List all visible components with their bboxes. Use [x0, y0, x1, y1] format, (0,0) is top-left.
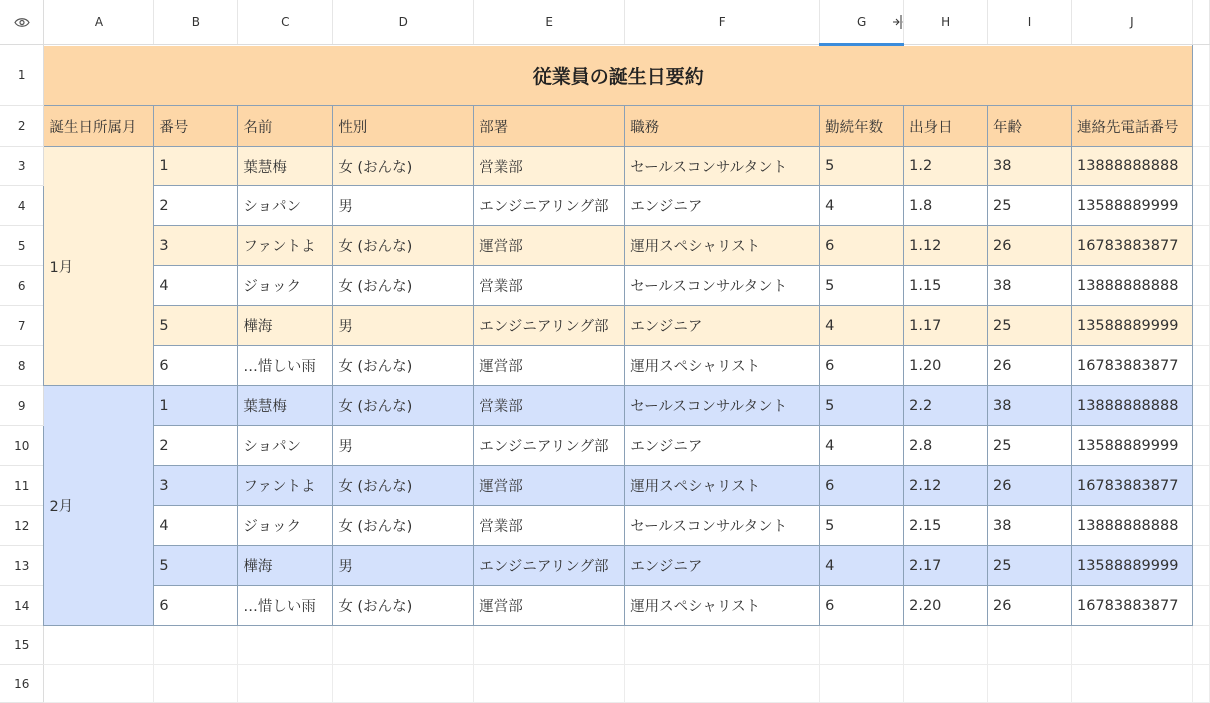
header-cell[interactable]: 誕生日所属月 [44, 106, 154, 147]
data-cell[interactable]: セールスコンサルタント [625, 147, 820, 186]
data-cell[interactable]: 13888888888 [1071, 386, 1192, 426]
data-cell[interactable]: 25 [988, 306, 1072, 346]
data-cell[interactable]: 1.2 [904, 147, 988, 186]
row-header-6[interactable]: 6 [0, 266, 44, 306]
data-cell[interactable]: エンジニア [625, 306, 820, 346]
data-cell[interactable]: 38 [988, 147, 1072, 186]
data-cell[interactable]: 13588889999 [1071, 186, 1192, 226]
empty-cell[interactable] [1071, 626, 1192, 665]
empty-cell[interactable] [988, 665, 1072, 703]
row-header-12[interactable]: 12 [0, 506, 44, 546]
data-cell[interactable]: 16783883877 [1071, 346, 1192, 386]
data-cell[interactable]: 運営部 [474, 226, 625, 266]
empty-cell[interactable] [625, 626, 820, 665]
row-header-14[interactable]: 14 [0, 586, 44, 626]
filler-cell [1192, 306, 1209, 346]
data-cell[interactable]: 13888888888 [1071, 266, 1192, 306]
data-cell[interactable]: 2.17 [904, 546, 988, 586]
data-cell[interactable]: 6 [154, 586, 238, 626]
header-cell[interactable]: 年齢 [988, 106, 1072, 147]
row-header-2[interactable]: 2 [0, 106, 44, 147]
header-cell[interactable]: 名前 [238, 106, 333, 147]
row-header-5[interactable]: 5 [0, 226, 44, 266]
table-row [0, 586, 1210, 626]
data-cell[interactable]: ショパン [238, 186, 333, 226]
data-cell[interactable]: 4 [154, 266, 238, 306]
data-cell[interactable]: 13588889999 [1071, 306, 1192, 346]
data-cell[interactable]: 営業部 [474, 386, 625, 426]
data-cell[interactable]: 13888888888 [1071, 147, 1192, 186]
data-cell[interactable]: 4 [820, 306, 904, 346]
data-cell[interactable]: 16783883877 [1071, 226, 1192, 266]
data-cell[interactable]: 1 [154, 147, 238, 186]
data-cell[interactable]: 1.17 [904, 306, 988, 346]
empty-cell[interactable] [1071, 665, 1192, 703]
data-cell[interactable]: ジョック [238, 266, 333, 306]
data-cell[interactable]: 2.2 [904, 386, 988, 426]
data-cell[interactable]: 26 [988, 586, 1072, 626]
data-cell[interactable]: 女 (おんな) [333, 147, 474, 186]
column-header-c[interactable]: C [238, 0, 333, 45]
table-row [0, 386, 1210, 426]
table-row [0, 147, 1210, 186]
empty-cell[interactable] [474, 626, 625, 665]
header-cell[interactable]: 勤続年数 [820, 106, 904, 147]
empty-cell[interactable] [44, 665, 154, 703]
column-header-g[interactable]: G [820, 0, 904, 45]
data-cell[interactable]: 3 [154, 466, 238, 506]
data-cell[interactable]: エンジニア [625, 426, 820, 466]
data-cell[interactable]: 運用スペシャリスト [625, 346, 820, 386]
filler-cell [1192, 466, 1209, 506]
data-cell[interactable]: 6 [820, 586, 904, 626]
header-cell[interactable]: 連絡先電話番号 [1071, 106, 1192, 147]
table-row [0, 466, 1210, 506]
header-cell[interactable]: 出身日 [904, 106, 988, 147]
data-cell[interactable]: セールスコンサルタント [625, 386, 820, 426]
empty-cell[interactable] [154, 665, 238, 703]
data-cell[interactable]: 6 [820, 346, 904, 386]
row-header-15[interactable]: 15 [0, 626, 44, 665]
data-cell[interactable]: 25 [988, 546, 1072, 586]
data-cell[interactable]: 2.20 [904, 586, 988, 626]
data-cell[interactable]: 13588889999 [1071, 426, 1192, 466]
data-cell[interactable]: 5 [820, 147, 904, 186]
data-cell[interactable]: 4 [820, 426, 904, 466]
data-cell[interactable]: 16783883877 [1071, 586, 1192, 626]
data-cell[interactable]: 1.8 [904, 186, 988, 226]
column-header-b[interactable]: B [154, 0, 238, 45]
filler-cell [1192, 386, 1209, 426]
empty-cell[interactable] [333, 665, 474, 703]
row-header-13[interactable]: 13 [0, 546, 44, 586]
data-cell[interactable]: セールスコンサルタント [625, 266, 820, 306]
table-row [0, 506, 1210, 546]
data-cell[interactable]: 男 [333, 546, 474, 586]
filler-cell [1192, 45, 1209, 106]
eye-icon [14, 17, 30, 28]
empty-cell[interactable] [904, 665, 988, 703]
row-header-4[interactable]: 4 [0, 186, 44, 226]
filler-cell [1192, 266, 1209, 306]
data-cell[interactable]: 4 [154, 506, 238, 546]
data-cell[interactable]: 5 [820, 386, 904, 426]
filler-cell [1192, 426, 1209, 466]
data-cell[interactable]: 運営部 [474, 586, 625, 626]
filler-cell [1192, 506, 1209, 546]
empty-cell[interactable] [474, 665, 625, 703]
row-header-10[interactable]: 10 [0, 426, 44, 466]
data-cell[interactable]: エンジニア [625, 546, 820, 586]
header-cell[interactable]: 部署 [474, 106, 625, 147]
table-row [0, 546, 1210, 586]
data-cell[interactable]: ファントよ [238, 466, 333, 506]
data-cell[interactable]: 26 [988, 346, 1072, 386]
data-cell[interactable]: 38 [988, 506, 1072, 546]
empty-cell[interactable] [820, 665, 904, 703]
empty-cell[interactable] [988, 626, 1072, 665]
data-cell[interactable]: 25 [988, 426, 1072, 466]
empty-cell[interactable] [333, 626, 474, 665]
data-cell[interactable]: エンジニアリング部 [474, 426, 625, 466]
data-cell[interactable]: 営業部 [474, 266, 625, 306]
column-header-d[interactable]: D [333, 0, 474, 45]
column-header-f[interactable]: F [625, 0, 820, 45]
data-cell[interactable]: 葉慧梅 [238, 147, 333, 186]
data-cell[interactable]: 3 [154, 226, 238, 266]
data-cell[interactable]: 運営部 [474, 466, 625, 506]
column-header-row [0, 0, 1210, 45]
data-cell[interactable]: 男 [333, 426, 474, 466]
data-cell[interactable]: 運営部 [474, 346, 625, 386]
data-cell[interactable]: 1.12 [904, 226, 988, 266]
data-cell[interactable]: 営業部 [474, 147, 625, 186]
row-header-3[interactable]: 3 [0, 147, 44, 186]
row-header-8[interactable]: 8 [0, 346, 44, 386]
row-header-1[interactable]: 1 [0, 45, 44, 106]
data-cell[interactable]: 営業部 [474, 506, 625, 546]
data-cell[interactable]: 13588889999 [1071, 546, 1192, 586]
data-cell[interactable]: 38 [988, 266, 1072, 306]
data-cell[interactable]: 1 [154, 386, 238, 426]
data-cell[interactable]: 女 (おんな) [333, 506, 474, 546]
data-cell[interactable]: 26 [988, 226, 1072, 266]
sheet-body [0, 45, 1210, 703]
data-cell[interactable]: 運用スペシャリスト [625, 226, 820, 266]
header-cell[interactable]: 職務 [625, 106, 820, 147]
data-cell[interactable]: 1.15 [904, 266, 988, 306]
data-cell[interactable]: …惜しい雨 [238, 346, 333, 386]
filler-cell [1192, 226, 1209, 266]
empty-cell[interactable] [1192, 626, 1209, 665]
data-cell[interactable]: 女 (おんな) [333, 346, 474, 386]
empty-cell[interactable] [820, 626, 904, 665]
table-row [0, 426, 1210, 466]
column-header-a[interactable]: A [44, 0, 154, 45]
data-cell[interactable]: 女 (おんな) [333, 266, 474, 306]
data-cell[interactable]: 樺海 [238, 306, 333, 346]
month-group-cell[interactable]: 1月 [44, 147, 154, 386]
table-row [0, 186, 1210, 226]
sheet-row-1 [0, 45, 1210, 106]
empty-cell[interactable] [154, 626, 238, 665]
data-cell[interactable]: 葉慧梅 [238, 386, 333, 426]
sheet-row-empty [0, 626, 1210, 665]
empty-cell[interactable] [904, 626, 988, 665]
data-cell[interactable]: エンジニア [625, 186, 820, 226]
row-header-11[interactable]: 11 [0, 466, 44, 506]
data-cell[interactable]: エンジニアリング部 [474, 306, 625, 346]
sheet-row-2 [0, 106, 1210, 147]
column-header-h[interactable]: H [904, 0, 988, 45]
data-cell[interactable]: 6 [820, 226, 904, 266]
data-cell[interactable]: エンジニアリング部 [474, 186, 625, 226]
filler-cell [1192, 346, 1209, 386]
data-cell[interactable]: …惜しい雨 [238, 586, 333, 626]
month-group-cell[interactable]: 2月 [44, 386, 154, 626]
data-cell[interactable]: 4 [820, 546, 904, 586]
empty-cell[interactable] [238, 665, 333, 703]
empty-cell[interactable] [238, 626, 333, 665]
data-cell[interactable]: ジョック [238, 506, 333, 546]
column-header-i[interactable]: I [988, 0, 1072, 45]
data-cell[interactable]: 5 [154, 546, 238, 586]
row-header-7[interactable]: 7 [0, 306, 44, 346]
table-row [0, 226, 1210, 266]
data-cell[interactable]: 2 [154, 426, 238, 466]
data-cell[interactable]: 女 (おんな) [333, 466, 474, 506]
data-cell[interactable]: 1.20 [904, 346, 988, 386]
empty-cell[interactable] [44, 626, 154, 665]
data-cell[interactable]: 5 [820, 506, 904, 546]
sheet-row-empty [0, 665, 1210, 703]
data-cell[interactable]: 男 [333, 306, 474, 346]
data-cell[interactable]: 38 [988, 386, 1072, 426]
column-header-j[interactable]: J [1071, 0, 1192, 45]
data-cell[interactable]: 26 [988, 466, 1072, 506]
column-resize-cursor-icon [891, 14, 903, 30]
header-cell[interactable]: 番号 [154, 106, 238, 147]
filler-cell [1192, 186, 1209, 226]
data-cell[interactable]: ショパン [238, 426, 333, 466]
title-cell[interactable]: 従業員の誕生日要約 [44, 45, 1192, 106]
data-cell[interactable]: 樺海 [238, 546, 333, 586]
filler-cell [1192, 106, 1209, 147]
data-cell[interactable]: 2 [154, 186, 238, 226]
filler-cell [1192, 147, 1209, 186]
data-cell[interactable]: 5 [820, 266, 904, 306]
filler-cell [1192, 586, 1209, 626]
data-cell[interactable]: ファントよ [238, 226, 333, 266]
visibility-toggle[interactable] [0, 0, 44, 45]
data-cell[interactable]: 25 [988, 186, 1072, 226]
table-row [0, 346, 1210, 386]
data-cell[interactable]: 運用スペシャリスト [625, 466, 820, 506]
table-row [0, 306, 1210, 346]
header-cell[interactable]: 性別 [333, 106, 474, 147]
column-header-filler [1192, 0, 1209, 45]
filler-cell [1192, 546, 1209, 586]
data-cell[interactable]: 女 (おんな) [333, 226, 474, 266]
row-header-16[interactable]: 16 [0, 665, 44, 703]
data-cell[interactable]: セールスコンサルタント [625, 506, 820, 546]
data-cell[interactable]: 6 [820, 466, 904, 506]
data-cell[interactable]: 運用スペシャリスト [625, 586, 820, 626]
data-cell[interactable]: 4 [820, 186, 904, 226]
data-cell[interactable]: 16783883877 [1071, 466, 1192, 506]
data-cell[interactable]: 男 [333, 186, 474, 226]
data-cell[interactable]: 女 (おんな) [333, 586, 474, 626]
data-cell[interactable]: エンジニアリング部 [474, 546, 625, 586]
data-cell[interactable]: 2.15 [904, 506, 988, 546]
data-cell[interactable]: 5 [154, 306, 238, 346]
data-cell[interactable]: 6 [154, 346, 238, 386]
data-cell[interactable]: 2.8 [904, 426, 988, 466]
empty-cell[interactable] [625, 665, 820, 703]
column-header-e[interactable]: E [474, 0, 625, 45]
empty-cell[interactable] [1192, 665, 1209, 703]
data-cell[interactable]: 13888888888 [1071, 506, 1192, 546]
row-header-9[interactable]: 9 [0, 386, 44, 426]
data-cell[interactable]: 2.12 [904, 466, 988, 506]
table-row [0, 266, 1210, 306]
data-cell[interactable]: 女 (おんな) [333, 386, 474, 426]
